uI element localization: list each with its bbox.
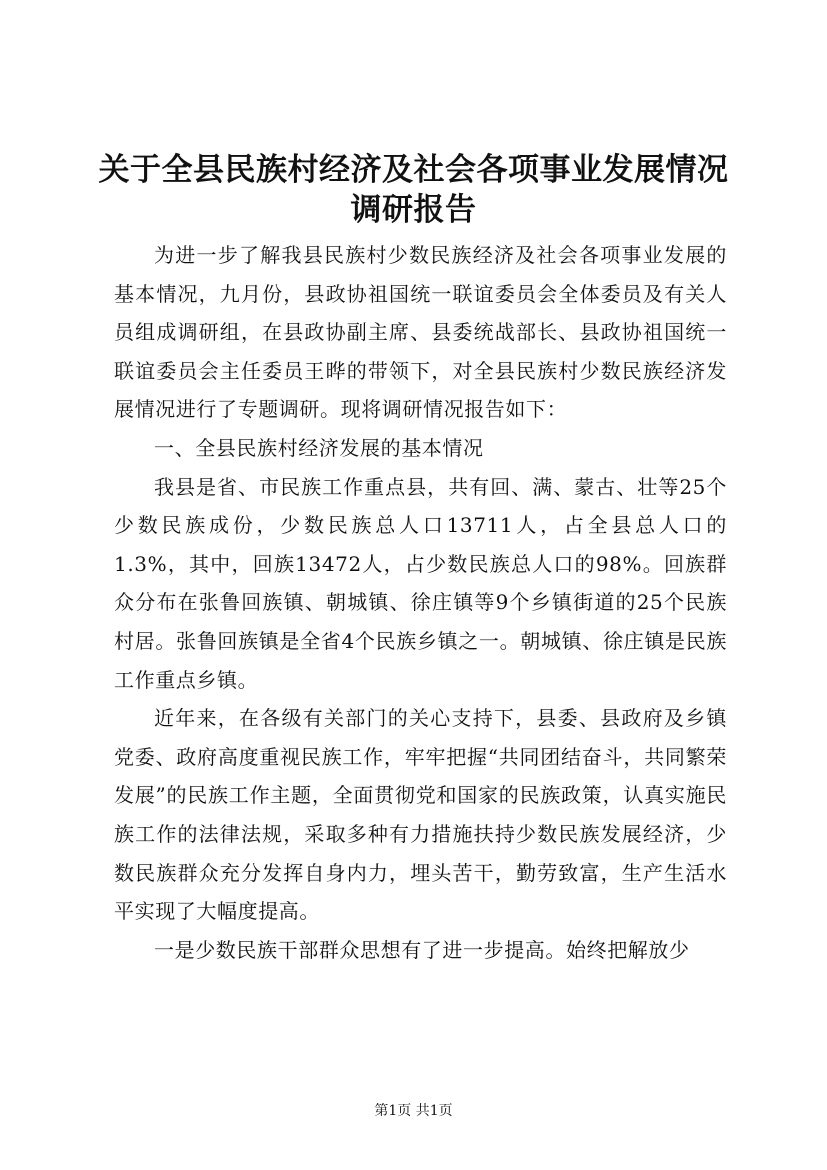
document-title-line-2: 调研报告 [350, 192, 477, 228]
section-heading-1: 一、全县民族村经济发展的基本情况 [154, 435, 484, 460]
page-footer: 第1页 共1页 [374, 1103, 453, 1119]
paragraph-overview: 我县是省、市民族工作重点县，共有回、满、蒙古、壮等25个少数民族成份，少数民族总人口13711人，占全县总人口的1.3%，其中，回族13472人，占少数民族总人口的98%。回族群众分布在张鲁回族镇、朝城镇、徐庄镇等9个乡镇街道的25个民族村居。张鲁回族镇是全省4个民族乡镇之一。朝城镇、徐庄镇是民族工作重点乡镇。 [114, 474, 727, 692]
paragraph-point-one: 一是少数民族干部群众思想有了进一步提高。始终把解放少 [154, 937, 690, 962]
paragraph-recent-years: 近年来，在各级有关部门的关心支持下，县委、县政府及乡镇党委、政府高度重视民族工作，牢牢把握“共同团结奋斗，共同繁荣发展”的民族工作主题，全面贯彻党和国家的民族政策，认真实施民族工作的法律法规，采取多种有力措施扶持少数民族发展经济，少数民族群众充分发挥自身内力，埋头苦干，勤劳致富，生产生活水平实现了大幅度提高。 [114, 706, 727, 924]
document-body [114, 236, 727, 969]
paragraph-intro: 为进一步了解我县民族村少数民族经济及社会各项事业发展的基本情况，九月份，县政协祖国统一联谊委员会全体委员及有关人员组成调研组，在县政协副主席、县委统战部长、县政协祖国统一联谊委员会主任委员王晔的带领下，对全县民族村少数民族经济发展情况进行了专题调研。现将调研情况报告如下： [114, 243, 727, 422]
document-title-line-1: 关于全县民族村经济及社会各项事业发展情况 [98, 152, 729, 188]
